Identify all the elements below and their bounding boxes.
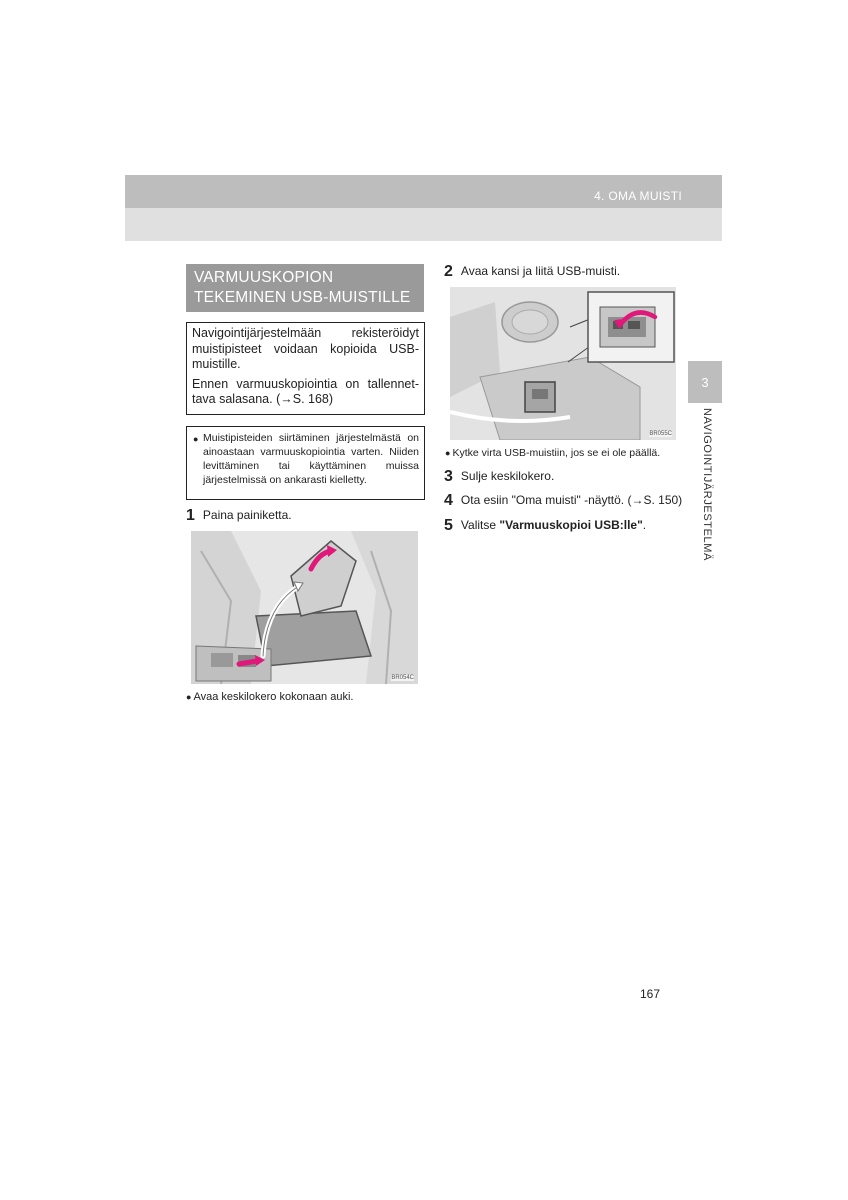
step-text: Sulje keskilokero. <box>460 469 555 483</box>
intro-paragraph-2: Ennen varmuuskopiointia on tallennet-tava salasana. (→S. 168) <box>192 376 419 406</box>
bullet-dot-icon: ● <box>193 434 199 444</box>
chapter-title: 4. OMA MUISTI <box>594 189 682 203</box>
note-box <box>186 426 425 500</box>
image-code: BR055C <box>649 431 672 437</box>
step-text: Ota esiin "Oma muisti" -näyttö. (→S. 150) <box>460 493 683 507</box>
step-2 <box>444 263 620 281</box>
intro-box <box>186 322 425 415</box>
chapter-side-label: NAVIGOINTIJÄRJESTELMÄ <box>701 408 713 561</box>
usb-illustration <box>450 287 676 440</box>
bullet-text: Avaa keskilokero kokonaan auki. <box>193 691 354 703</box>
section-title-line2: TEKEMINEN USB-MUISTILLE <box>194 289 411 306</box>
bullet-usb-power <box>445 447 660 459</box>
step-text-bold: "Varmuuskopioi USB:lle" <box>499 518 643 532</box>
section-title-line1: VARMUUSKOPION <box>194 269 334 286</box>
console-illustration <box>191 531 418 684</box>
step-number: 4 <box>444 492 453 509</box>
step-1 <box>186 507 292 525</box>
section-title <box>186 264 424 312</box>
step-number: 3 <box>444 468 453 485</box>
image-code: BR054C <box>391 675 414 681</box>
step-number: 1 <box>186 507 195 524</box>
step-text: Paina painiketta. <box>202 508 292 522</box>
note-text: Muistipisteiden siirtäminen järjestelmästä on ainoastaan varmuuskopiointia varten. Niiden levittäminen tai käyttäminen muissa järjestelmissä on ankarasti kielletty. <box>203 432 419 486</box>
step-text-suffix: . <box>642 518 647 532</box>
step-text: Avaa kansi ja liitä USB-muisti. <box>460 264 621 278</box>
header-subbar <box>125 208 722 241</box>
step-text-prefix: Valitse <box>460 518 500 532</box>
bullet-open-console <box>186 691 353 703</box>
step-3 <box>444 468 554 486</box>
header-bar <box>125 175 722 208</box>
bullet-dot-icon: ● <box>445 448 451 458</box>
bullet-text: Kytke virta USB-muistiin, jos se ei ole päällä. <box>452 447 661 459</box>
step-4 <box>444 492 682 510</box>
bullet-dot-icon: ● <box>186 692 192 702</box>
step-number: 2 <box>444 263 453 280</box>
step-5 <box>444 517 646 535</box>
chapter-tab: 3 <box>688 361 722 403</box>
step-number: 5 <box>444 517 453 534</box>
intro-paragraph-1: Navigointijärjestelmään rekisteröidyt muistipisteet voidaan kopioida USB-muistille. <box>192 326 419 371</box>
page-number: 167 <box>640 987 661 1001</box>
